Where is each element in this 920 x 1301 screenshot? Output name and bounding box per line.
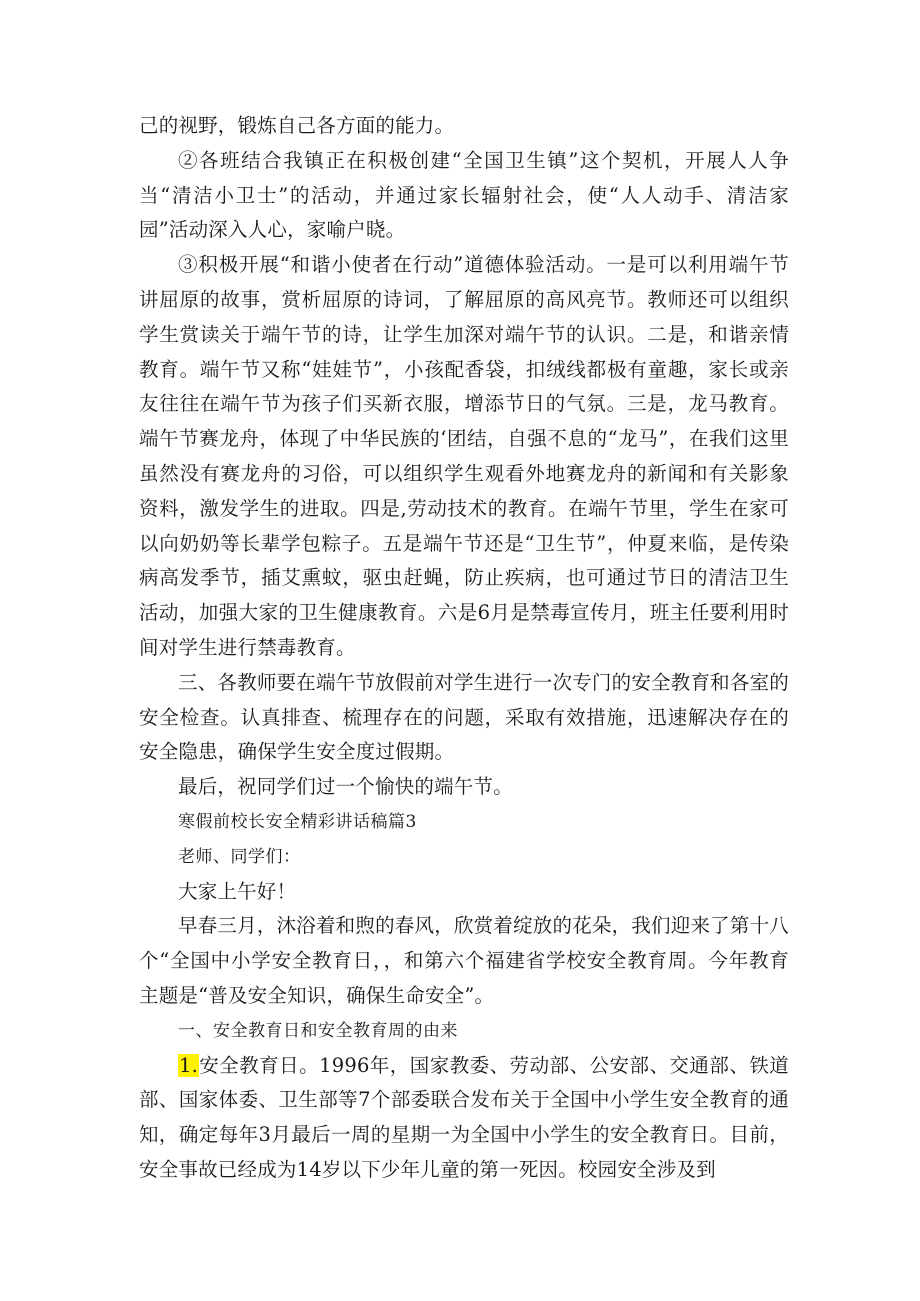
- paragraph: 早春三月，沐浴着和煦的春风，欣赏着绽放的花朵，我们迎来了第十八个“全国中小学安全教育日，，和第六个福建省学校安全教育周。今年教育主题是“普及安全知识，确保生命安全”。: [139, 914, 789, 1007]
- greeting: 大家上午好！: [178, 879, 297, 903]
- paragraph: 三、各教师要在端午节放假前对学生进行一次专门的安全教育和各室的安全检查。认真排查、梳理存在的问题，采取有效措施，迅速解决存在的安全隐患，确保学生安全度过假期。: [139, 670, 789, 764]
- paragraph: ②各班结合我镇正在积极创建“全国卫生镇”这个契机，开展人人争当“清洁小卫士”的活动，并通过家长辐射社会，使“人人动手、清洁家园”活动深入人心，家喻户晓。: [139, 148, 789, 242]
- section-heading: 一、安全教育日和安全教育周的由来: [178, 1020, 458, 1041]
- paragraph-text: 安全教育日。1996年，国家教委、劳动部、公安部、交通部、铁道部、国家体委、卫生部等7个部委联合发布关于全国中小学生安全教育的通知，确定每年3月最后一周的星期一为全国中小学生的安全教育日。目前，安全事故已经成为14岁以下少年儿童的第一死因。校园安全涉及到: [139, 1053, 789, 1181]
- paragraph-numbered: [139, 1049, 789, 1188]
- paragraph: 己的视野，锻炼自己各方面的能力。: [139, 114, 455, 137]
- salutation: 老师、同学们：: [178, 846, 301, 867]
- document-body: [139, 109, 789, 1188]
- highlighted-number: 1.: [179, 1053, 199, 1077]
- paragraph: ③积极开展“和谐小使者在行动”道德体验活动。一是可以利用端午节讲屈原的故事，赏析屈原的诗词，了解屈原的高风亮节。教师还可以组织学生赏读关于端午节的诗，让学生加深对端午节的认识。二是，和谐亲情教育。端午节又称“娃娃节”，小孩配香袋，扣绒线都极有童趣，家长或亲友往往在端午节为孩子们买新衣服，增添节日的气氛。三是，龙马教育。端午节赛龙舟，体现了中华民族的‘团结，自强不息的“龙马”，在我们这里虽然没有赛龙舟的习俗，可以组织学生观看外地赛龙舟的新闻和有关影象资料，激发学生的进取。四是,劳动技术的教育。在端午节里，学生在家可以向奶奶等长辈学包粽子。五是端午节还是“卫生节”，仲夏来临，是传染病高发季节，插艾熏蚊，驱虫赶蝇，防止疾病，也可通过节日的清洁卫生活动，加强大家的卫生健康教育。六是6月是禁毒宣传月，班主任要利用时间对学生进行禁毒教育。: [139, 253, 789, 659]
- section-title: 寒假前校长安全精彩讲话稿篇3: [178, 811, 417, 832]
- paragraph: 最后，祝同学们过一个愉快的端午节。: [178, 775, 513, 799]
